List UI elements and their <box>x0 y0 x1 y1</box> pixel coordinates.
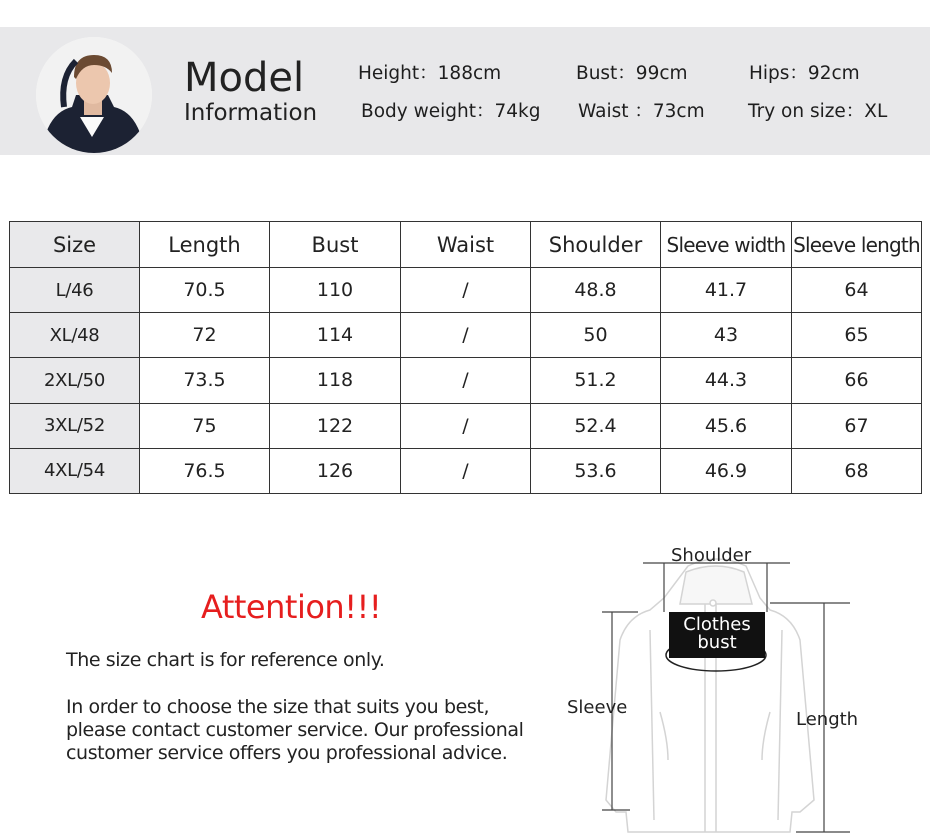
bust-cell: 118 <box>270 358 401 403</box>
sleeve-width-cell: 46.9 <box>661 448 792 493</box>
sleeve-label: Sleeve <box>567 697 628 718</box>
size-cell: L/46 <box>10 268 140 313</box>
model-avatar <box>36 37 152 153</box>
length-label: Length <box>796 709 859 730</box>
length-cell: 72 <box>140 313 270 358</box>
bust-label-line-1: Clothes <box>683 614 751 635</box>
size-chart-table <box>9 221 922 494</box>
length-cell: 70.5 <box>140 268 270 313</box>
size-cell: 4XL/54 <box>10 448 140 493</box>
waist-cell: / <box>401 358 531 403</box>
table-row <box>10 358 922 403</box>
sleeve-length-cell: 65 <box>792 313 922 358</box>
model-subheading: Information <box>184 100 318 126</box>
advice-note-line-2: please contact customer service. Our professional <box>66 719 524 741</box>
bust-cell: 122 <box>270 403 401 448</box>
sleeve-length-cell: 64 <box>792 268 922 313</box>
header-shoulder: Shoulder <box>531 222 661 268</box>
model-height: Height：188cm <box>358 63 502 84</box>
jacket-illustration <box>606 559 814 832</box>
jacket-measurement-diagram <box>560 540 930 838</box>
waist-cell: / <box>401 268 531 313</box>
sleeve-length-cell: 66 <box>792 358 922 403</box>
header-length: Length <box>140 222 270 268</box>
sleeve-width-cell: 44.3 <box>661 358 792 403</box>
shoulder-cell: 50 <box>531 313 661 358</box>
size-cell: 3XL/52 <box>10 403 140 448</box>
waist-cell: / <box>401 403 531 448</box>
waist-cell: / <box>401 448 531 493</box>
header-bust: Bust <box>270 222 401 268</box>
shoulder-cell: 53.6 <box>531 448 661 493</box>
model-heading: Model <box>184 55 305 101</box>
size-cell: XL/48 <box>10 313 140 358</box>
header-waist: Waist <box>401 222 531 268</box>
model-bust: Bust：99cm <box>576 63 688 84</box>
shoulder-cell: 51.2 <box>531 358 661 403</box>
sleeve-width-cell: 41.7 <box>661 268 792 313</box>
table-row <box>10 313 922 358</box>
header-sleeve-width: Sleeve width <box>661 222 792 268</box>
model-portrait-image <box>36 37 152 153</box>
size-cell: 2XL/50 <box>10 358 140 403</box>
table-header-row <box>10 222 922 268</box>
waist-cell: / <box>401 313 531 358</box>
table-row <box>10 448 922 493</box>
model-body-weight: Body weight：74kg <box>361 101 541 122</box>
sleeve-length-cell: 67 <box>792 403 922 448</box>
sleeve-length-cell: 68 <box>792 448 922 493</box>
header-sleeve-length: Sleeve length <box>792 222 922 268</box>
sleeve-width-cell: 45.6 <box>661 403 792 448</box>
shoulder-cell: 52.4 <box>531 403 661 448</box>
attention-heading: Attention!!! <box>201 588 382 626</box>
model-info-banner <box>0 27 930 155</box>
sleeve-width-cell: 43 <box>661 313 792 358</box>
table-row <box>10 403 922 448</box>
length-cell: 76.5 <box>140 448 270 493</box>
bust-cell: 114 <box>270 313 401 358</box>
length-cell: 73.5 <box>140 358 270 403</box>
shoulder-label: Shoulder <box>671 545 752 566</box>
bust-label-line-2: bust <box>697 632 737 653</box>
model-waist: Waist ：73cm <box>578 101 705 122</box>
length-cell: 75 <box>140 403 270 448</box>
header-size: Size <box>10 222 140 268</box>
table-row <box>10 268 922 313</box>
bust-cell: 126 <box>270 448 401 493</box>
model-hips: Hips：92cm <box>749 63 860 84</box>
advice-note-line-1: In order to choose the size that suits you best, <box>66 696 490 718</box>
clothes-bust-label <box>669 612 765 658</box>
bust-cell: 110 <box>270 268 401 313</box>
advice-note-line-3: customer service offers you professional advice. <box>66 742 508 764</box>
reference-note: The size chart is for reference only. <box>66 649 385 671</box>
shoulder-cell: 48.8 <box>531 268 661 313</box>
model-try-on-size: Try on size：XL <box>748 101 888 122</box>
